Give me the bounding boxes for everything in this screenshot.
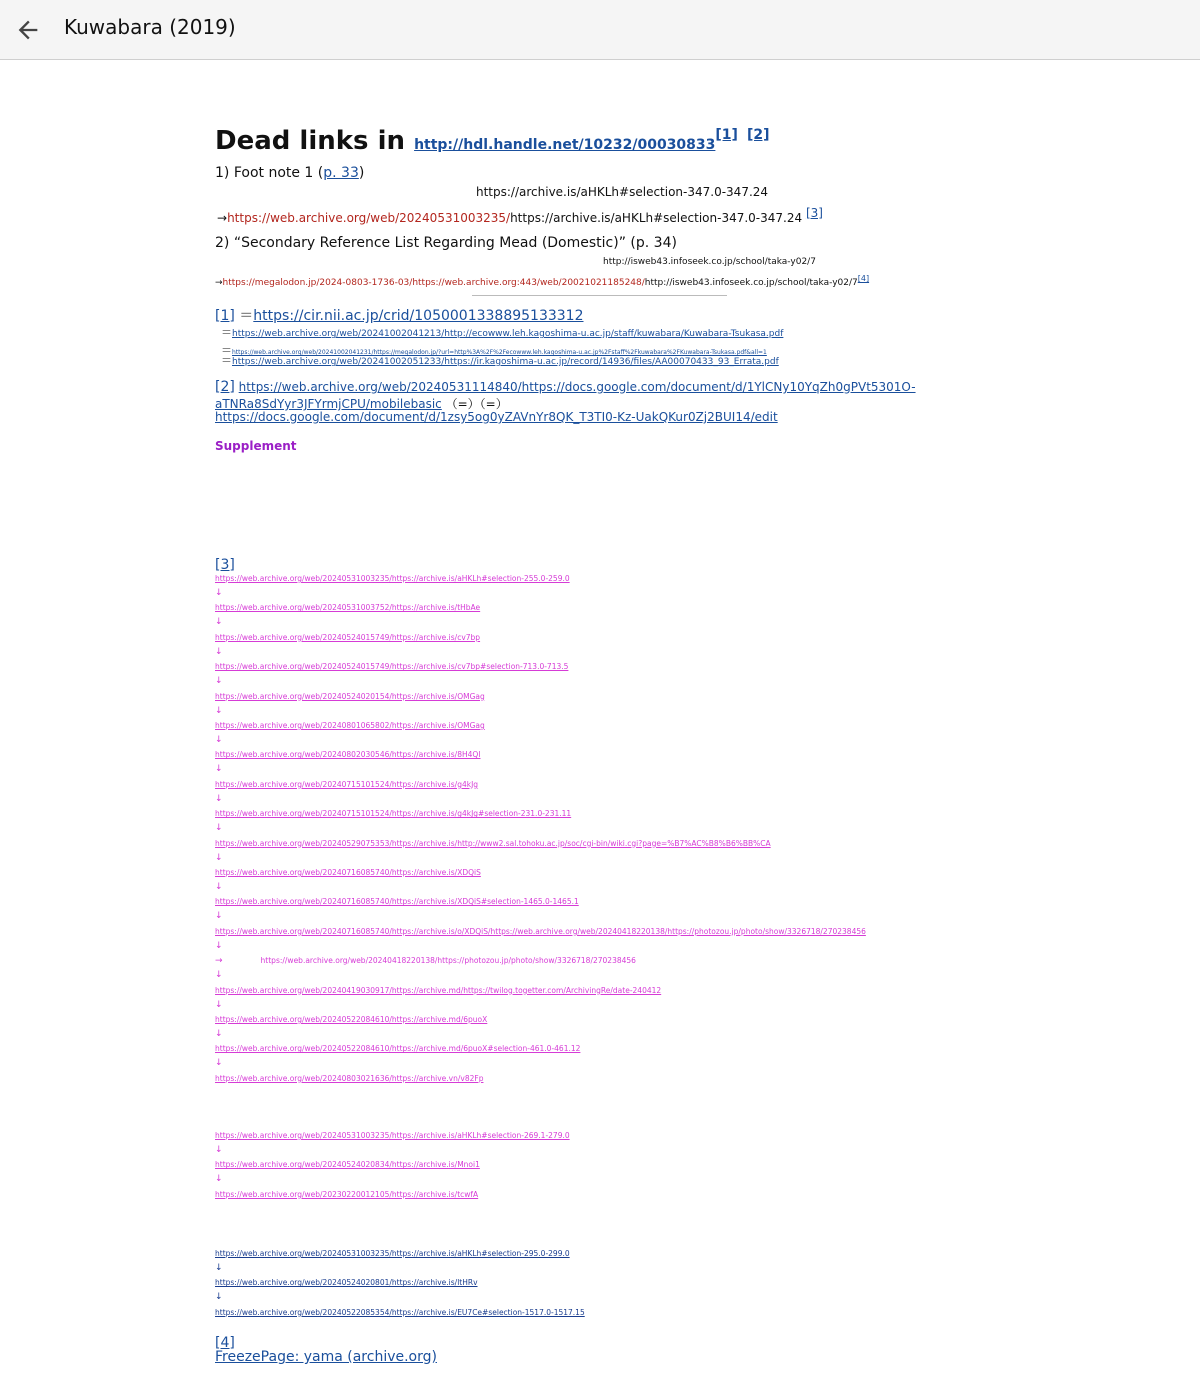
item-2-archive-line	[215, 274, 869, 288]
item-2-archived-note: http://isweb43.infoseek.co.jp/school/taka-y02/7	[603, 257, 816, 267]
chain-2-url-link[interactable]: https://web.archive.org/web/20230220012105/https://archive.is/tcwfA	[215, 1189, 479, 1199]
down-arrow-icon: ↓	[215, 1029, 223, 1039]
note-4-label[interactable]: [4]	[215, 1335, 235, 1351]
note-1-sub-1	[221, 324, 783, 340]
chain-1b-url[interactable]	[215, 1074, 483, 1083]
item-1-ref[interactable]: [3]	[805, 206, 823, 220]
chain-2-url-link[interactable]: https://web.archive.org/web/20240524020834/https://archive.is/Mnoi1	[215, 1160, 480, 1170]
chain-1-url[interactable]	[215, 692, 485, 701]
item-1-label	[215, 165, 364, 181]
down-arrow-icon: ↓	[215, 764, 223, 775]
chain-1-url[interactable]	[215, 927, 866, 936]
note-3-label-wrap	[215, 554, 235, 573]
supplement-heading: Supplement	[215, 439, 297, 453]
note-2-link-a1[interactable]: https://web.archive.org/web/20240531114840/https://docs.google.com/document/d/1YlCNy10YqZh0gPVt5301O-	[238, 380, 916, 394]
item-2-plain-tail: http://isweb43.infoseek.co.jp/school/taka-y02/7	[644, 278, 858, 288]
chain-1-branch	[215, 956, 636, 966]
chain-1b-url-link[interactable]: https://web.archive.org/web/20240522084610/https://archive.md/6puoX	[215, 1015, 488, 1024]
chain-1-url[interactable]	[215, 662, 568, 671]
down-arrow-icon: ↓	[215, 676, 223, 687]
chain-1-url[interactable]	[215, 750, 481, 759]
heading-link[interactable]: http://hdl.handle.net/10232/00030833	[414, 137, 716, 153]
chain-3-url[interactable]	[215, 1308, 585, 1317]
heading-ref-1[interactable]: [1]	[715, 127, 738, 144]
item-1-prefix: 1) Foot note 1 (	[215, 165, 324, 181]
chain-2-url[interactable]	[215, 1131, 570, 1140]
chain-3-url[interactable]	[215, 1278, 478, 1287]
note-2-eq: （=）（=）	[445, 397, 508, 411]
item-1-page-link[interactable]: p. 33	[323, 165, 359, 181]
down-arrow-icon: ↓	[215, 823, 223, 834]
chain-1-url[interactable]	[215, 839, 771, 848]
chain-1-url-link[interactable]: https://web.archive.org/web/20240716085740/https://archive.is/XDQiS	[215, 868, 481, 877]
down-arrow-icon: ↓	[215, 735, 223, 745]
chain-1-url[interactable]	[215, 809, 571, 818]
chain-1-url-link[interactable]: https://web.archive.org/web/20240716085740/https://archive.is/o/XDQiS/https://web.archive.org/web/20240418220138/https://photozou.jp/photo/show/3326718/270238456	[215, 926, 866, 936]
chain-1-url-link[interactable]: https://web.archive.org/web/20240531003235/https://archive.is/aHKLh#selection-255.0-259.0	[215, 574, 570, 583]
chain-3-url-link[interactable]: https://web.archive.org/web/20240522085354/https://archive.is/EU7Ce#selection-1517.0-1517.15	[215, 1307, 585, 1317]
heading-ref-2[interactable]: [2]	[747, 127, 770, 144]
item-1-archived-note: https://archive.is/aHKLh#selection-347.0-347.24	[476, 185, 769, 199]
item-2-arrow: →	[215, 278, 223, 288]
chain-1-url-link[interactable]: https://web.archive.org/web/20240715101524/https://archive.is/g4kJg	[215, 779, 479, 789]
chain-2-url[interactable]	[215, 1160, 480, 1169]
chain-1-url[interactable]	[215, 780, 478, 789]
chain-1b-url[interactable]	[215, 986, 661, 995]
down-arrow-icon: ↓	[215, 1058, 223, 1069]
chain-1-url-link[interactable]: https://web.archive.org/web/20240801065802/https://archive.is/OMGag	[215, 721, 485, 730]
note-2-line-1	[215, 379, 916, 395]
chain-1-url-link[interactable]: https://web.archive.org/web/20240524015749/https://archive.is/cv7bp	[215, 632, 481, 642]
down-arrow-icon: ↓	[215, 793, 223, 804]
note-1-label[interactable]: [1]	[215, 308, 235, 324]
page-title: Kuwabara (2019)	[64, 15, 236, 39]
arrow-left-icon[interactable]	[14, 16, 42, 44]
item-1-red-link[interactable]: https://web.archive.org/web/20240531003235/	[227, 211, 511, 225]
note-4-link[interactable]: FreezePage: yama (archive.org)	[215, 1349, 437, 1365]
down-arrow-icon: ↓	[215, 1145, 223, 1155]
chain-1-url[interactable]	[215, 633, 480, 642]
note-3-label[interactable]: [3]	[215, 557, 235, 573]
heading-text: Dead links in	[215, 126, 405, 156]
chain-3-url-link[interactable]: https://web.archive.org/web/20240524020801/https://archive.is/ltHRv	[215, 1278, 478, 1288]
note-2-label[interactable]: [2]	[215, 379, 235, 395]
chain-1-url-link[interactable]: https://web.archive.org/web/20240715101524/https://archive.is/g4kJg#selection-231.0-231.11	[215, 809, 572, 819]
chain-1b-url[interactable]	[215, 1044, 580, 1053]
chain-1-url[interactable]	[215, 897, 579, 906]
chain-1-url[interactable]	[215, 603, 480, 612]
chain-2-url[interactable]	[215, 1190, 478, 1199]
note-1-sub-3	[221, 352, 779, 368]
heading	[215, 126, 770, 156]
note-4-link-wrap	[215, 1346, 437, 1365]
chain-1-url[interactable]	[215, 721, 485, 730]
note-1-main-link[interactable]: https://cir.nii.ac.jp/crid/1050001338895133312	[253, 308, 584, 324]
chain-1b-url[interactable]	[215, 1015, 487, 1024]
chain-3-url-link[interactable]: https://web.archive.org/web/20240531003235/https://archive.is/aHKLh#selection-295.0-299.0	[215, 1249, 570, 1258]
chain-1-url-link[interactable]: https://web.archive.org/web/20240802030546/https://archive.is/8H4QI	[215, 750, 481, 760]
down-arrow-icon: ↓	[215, 588, 223, 598]
down-arrow-icon: ↓	[215, 617, 223, 628]
item-1-suffix: )	[358, 165, 365, 181]
app-bar	[0, 0, 1200, 60]
down-arrow-icon: ↓	[215, 646, 223, 657]
down-arrow-icon: ↓	[215, 1174, 223, 1185]
down-arrow-icon: ↓	[215, 911, 223, 922]
chain-3-url[interactable]	[215, 1249, 570, 1258]
down-arrow-icon: ↓	[215, 1292, 223, 1303]
right-arrow-icon: →	[215, 956, 223, 967]
item-2-label: 2) “Secondary Reference List Regarding Mead (Domestic)” (p. 34)	[215, 235, 677, 251]
chain-1-url-link[interactable]: https://web.archive.org/web/20240524015749/https://archive.is/cv7bp#selection-713.0-713.5	[215, 662, 569, 672]
down-arrow-icon: ↓	[215, 852, 223, 863]
down-arrow-icon: ↓	[215, 940, 223, 951]
eq-icon: ＝	[221, 326, 232, 339]
down-arrow-icon: ↓	[215, 970, 223, 981]
item-1-archive-line	[217, 206, 823, 225]
down-arrow-icon: ↓	[215, 999, 223, 1010]
note-1-sub-link-2[interactable]: https://web.archive.org/web/20241002041231/https://megalodon.jp/?url=http%3A%2F%2Fecowww.leh.kagoshima-u.ac.jp%2Fstaff%2Fkuwabara%2FKuwabara-Tsukasa.pdf&all=1	[232, 349, 767, 356]
chain-1-url[interactable]	[215, 868, 481, 877]
divider	[472, 295, 727, 296]
eq-icon: ＝	[221, 354, 232, 367]
chain-1-url-link[interactable]: https://web.archive.org/web/20240716085740/https://archive.is/XDQiS#selection-1465.0-1465.1	[215, 897, 579, 907]
item-1-plain-tail: https://archive.is/aHKLh#selection-347.0-347.24	[510, 211, 803, 225]
note-2-link-b[interactable]: https://docs.google.com/document/d/1zsy5og0yZAVnYr8QK_T3TI0-Kz-UakQKur0Zj2BUI14/edit	[215, 410, 778, 424]
down-arrow-icon: ↓	[215, 1263, 223, 1273]
note-1-sub-link-3[interactable]: https://web.archive.org/web/20241002051233/https://ir.kagoshima-u.ac.jp/record/14936/files/AA00070433_93_Errata.pdf	[232, 357, 779, 367]
chain-1-url-link[interactable]: https://web.archive.org/web/20240524020154/https://archive.is/OMGag	[215, 691, 485, 701]
chain-1b-url-link[interactable]: https://web.archive.org/web/20240803021636/https://archive.vn/v82Fp	[215, 1073, 484, 1083]
chain-1-url-link[interactable]: https://web.archive.org/web/20240531003752/https://archive.is/tHbAe	[215, 603, 481, 613]
item-2-ref[interactable]: [4]	[857, 274, 870, 283]
note-2-line-3	[215, 410, 778, 424]
item-2-red-link[interactable]: https://megalodon.jp/2024-0803-1736-03/https://web.archive.org:443/web/20021021185248/	[222, 278, 645, 288]
note-1-eq: ＝	[239, 308, 254, 324]
chain-1b-url-link[interactable]: https://web.archive.org/web/20240522084610/https://archive.md/6puoX#selection-461.0-461.12	[215, 1044, 581, 1054]
eq-icon: ＝	[221, 344, 232, 357]
chain-2-url-link[interactable]: https://web.archive.org/web/20240531003235/https://archive.is/aHKLh#selection-269.1-279.0	[215, 1131, 570, 1140]
note-2-link-a2[interactable]: aTNRa8SdYyr3JFYrmjCPU/mobilebasic	[215, 397, 442, 411]
chain-1b-url-link[interactable]: https://web.archive.org/web/20240419030917/https://archive.md/https://twilog.togetter.com/ArchivingRe/date-240412	[215, 985, 662, 995]
note-1-sub-link-1[interactable]: https://web.archive.org/web/20241002041213/http://ecowww.leh.kagoshima-u.ac.jp/staff/kuwabara/Kuwabara-Tsukasa.pdf	[232, 329, 784, 339]
chain-1-url-link[interactable]: https://web.archive.org/web/20240529075353/https://archive.is/http://www2.sal.tohoku.ac.jp/soc/cgi-bin/wiki.cgi?page=%B7%AC%B8%B6%BB%CA	[215, 838, 771, 848]
note-1-main	[215, 305, 584, 325]
item-1-arrow: →	[217, 211, 228, 225]
chain-1-branch-url[interactable]: https://web.archive.org/web/20240418220138/https://photozou.jp/photo/show/3326718/270238456	[260, 956, 636, 966]
down-arrow-icon: ↓	[215, 882, 223, 892]
down-arrow-icon: ↓	[215, 705, 223, 716]
chain-1-url[interactable]	[215, 574, 570, 583]
